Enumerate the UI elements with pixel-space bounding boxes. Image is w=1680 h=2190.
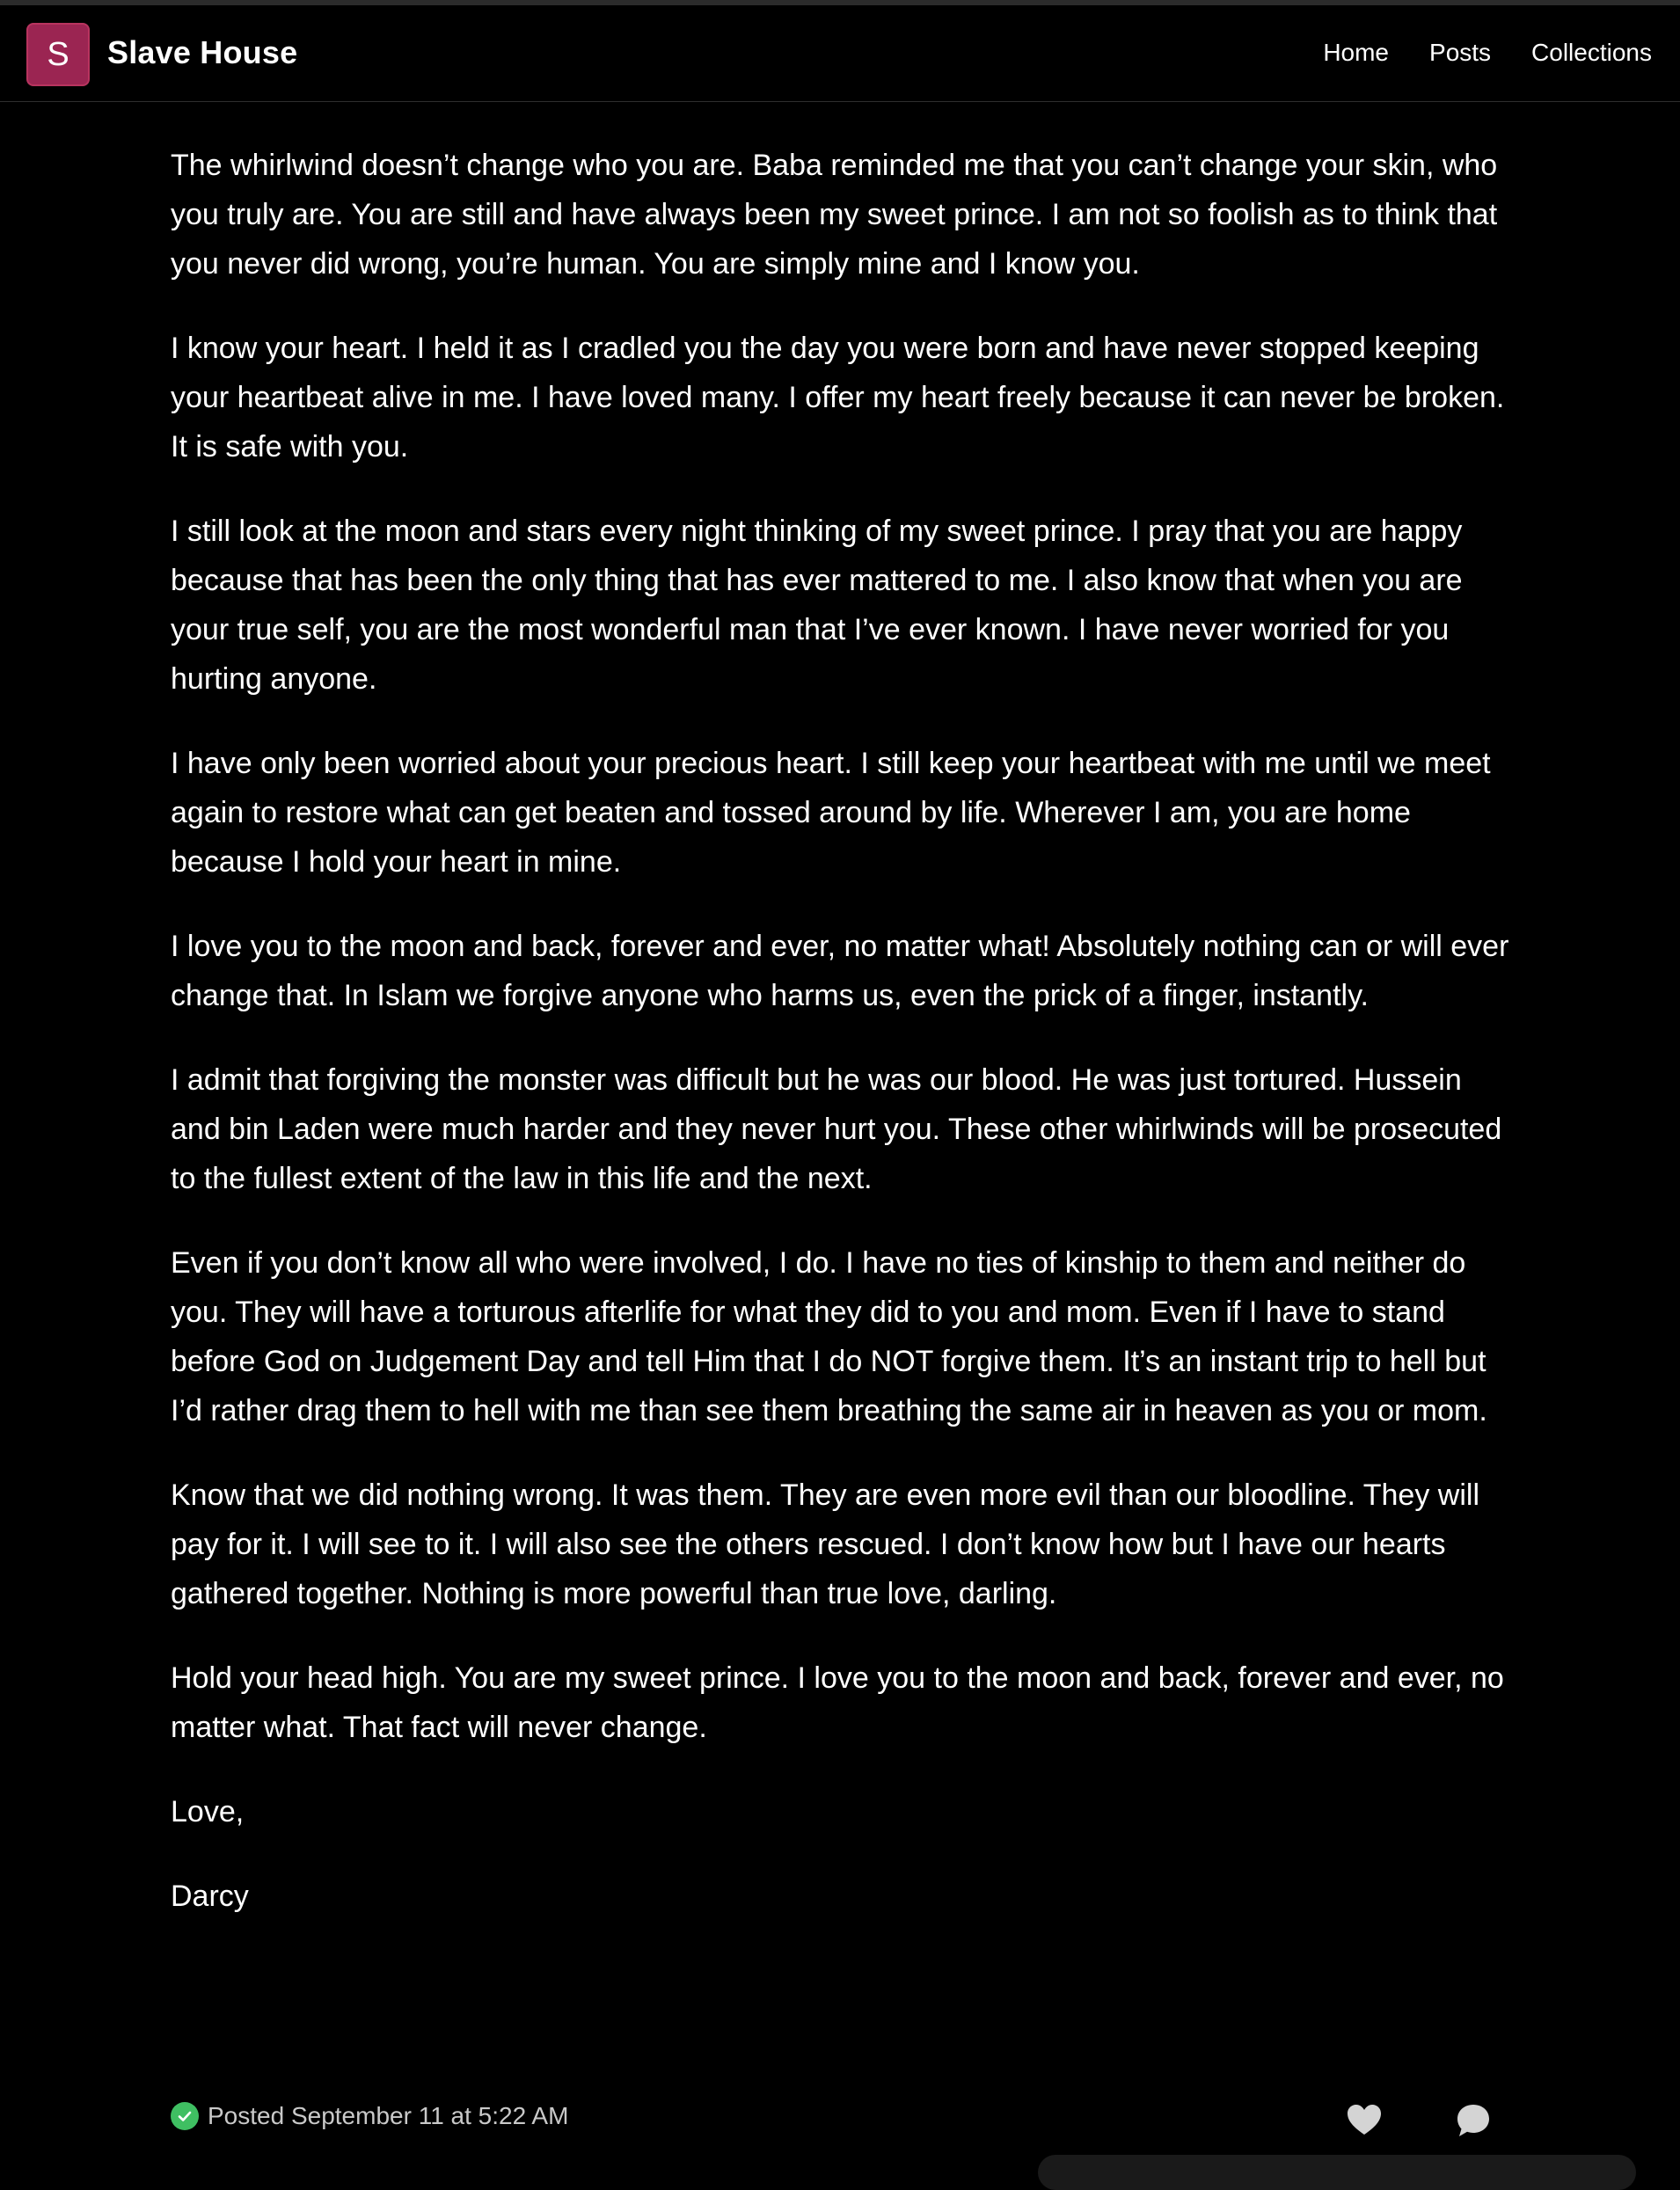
posted-status	[171, 2102, 568, 2130]
check-circle-icon	[171, 2102, 199, 2130]
post-paragraph: The whirlwind doesn’t change who you are. Baba reminded me that you can’t change your skin, who you truly are. You are still and have always been my sweet prince. I am not so foolish as to think that you never did wrong, you’re human. You are simply mine and I know you.	[171, 149, 1498, 281]
post-paragraph: I admit that forgiving the monster was difficult but he was our blood. He was just tortured. Hussein and bin Laden were much harder and they never hurt you. These other whirlwinds will be prosecuted to the fullest extent of the law in this life and the next.	[171, 1063, 1502, 1195]
post-paragraph: I love you to the moon and back, forever and ever, no matter what! Absolutely nothing can or will ever change that. In Islam we forgive anyone who harms us, even the prick of a finger, instantly.	[171, 930, 1509, 1012]
post-signature: Darcy	[171, 1880, 249, 1913]
site-header	[0, 5, 1680, 102]
post-paragraph: Even if you don’t know all who were involved, I do. I have no ties of kinship to them and neither do you. They will have a torturous afterlife for what they did to you and mom. Even if I have to stand before God on Judgement Day and tell Him that I do NOT forgive them. It’s an instant trip to hell but I’d rather drag them to hell with me than see them breathing the same air in heaven as you or mom.	[171, 1246, 1487, 1427]
site-logo[interactable]: S	[26, 23, 90, 86]
posted-date: Posted September 11 at 5:22 AM	[208, 2102, 569, 2129]
post-paragraph: Hold your head high. You are my sweet prince. I love you to the moon and back, forever and ever, no matter what. That fact will never change.	[171, 1661, 1504, 1744]
post-paragraph: I have only been worried about your precious heart. I still keep your heartbeat with me until we meet again to restore what can get beaten and tossed around by life. Wherever I am, you are home because I hold your heart in mine.	[171, 747, 1491, 879]
nav-collections[interactable]: Collections	[1531, 39, 1652, 66]
nav-posts[interactable]: Posts	[1429, 39, 1492, 66]
post-paragraph: Know that we did nothing wrong. It was them. They are even more evil than our bloodline. They will pay for it. I will see to it. I will also see the others rescued. I don’t know how but I have our hearts gathered together. Nothing is more powerful than true love, darling.	[171, 1478, 1479, 1610]
post-body	[171, 141, 1516, 1956]
post-paragraph: I know your heart. I held it as I cradled you the day you were born and have never stopped keeping your heartbeat alive in me. I have loved many. I offer my heart freely because it can never be broken. It is safe with you.	[171, 332, 1505, 464]
post-closing: Love,	[171, 1795, 245, 1829]
post-footer	[171, 2102, 1508, 2137]
main-nav	[1323, 39, 1652, 67]
nav-home[interactable]: Home	[1323, 39, 1390, 66]
heart-icon[interactable]	[1346, 2102, 1383, 2137]
comment-icon[interactable]	[1455, 2102, 1492, 2139]
bottom-floating-bar[interactable]	[1038, 2155, 1636, 2190]
post-paragraph: I still look at the moon and stars every night thinking of my sweet prince. I pray that you are happy because that has been the only thing that has ever mattered to me. I also know that when you are your true self, you are the most wonderful man that I’ve ever known. I have never worried for you hurting anyone.	[171, 515, 1463, 696]
site-title[interactable]: Slave House	[107, 34, 298, 70]
